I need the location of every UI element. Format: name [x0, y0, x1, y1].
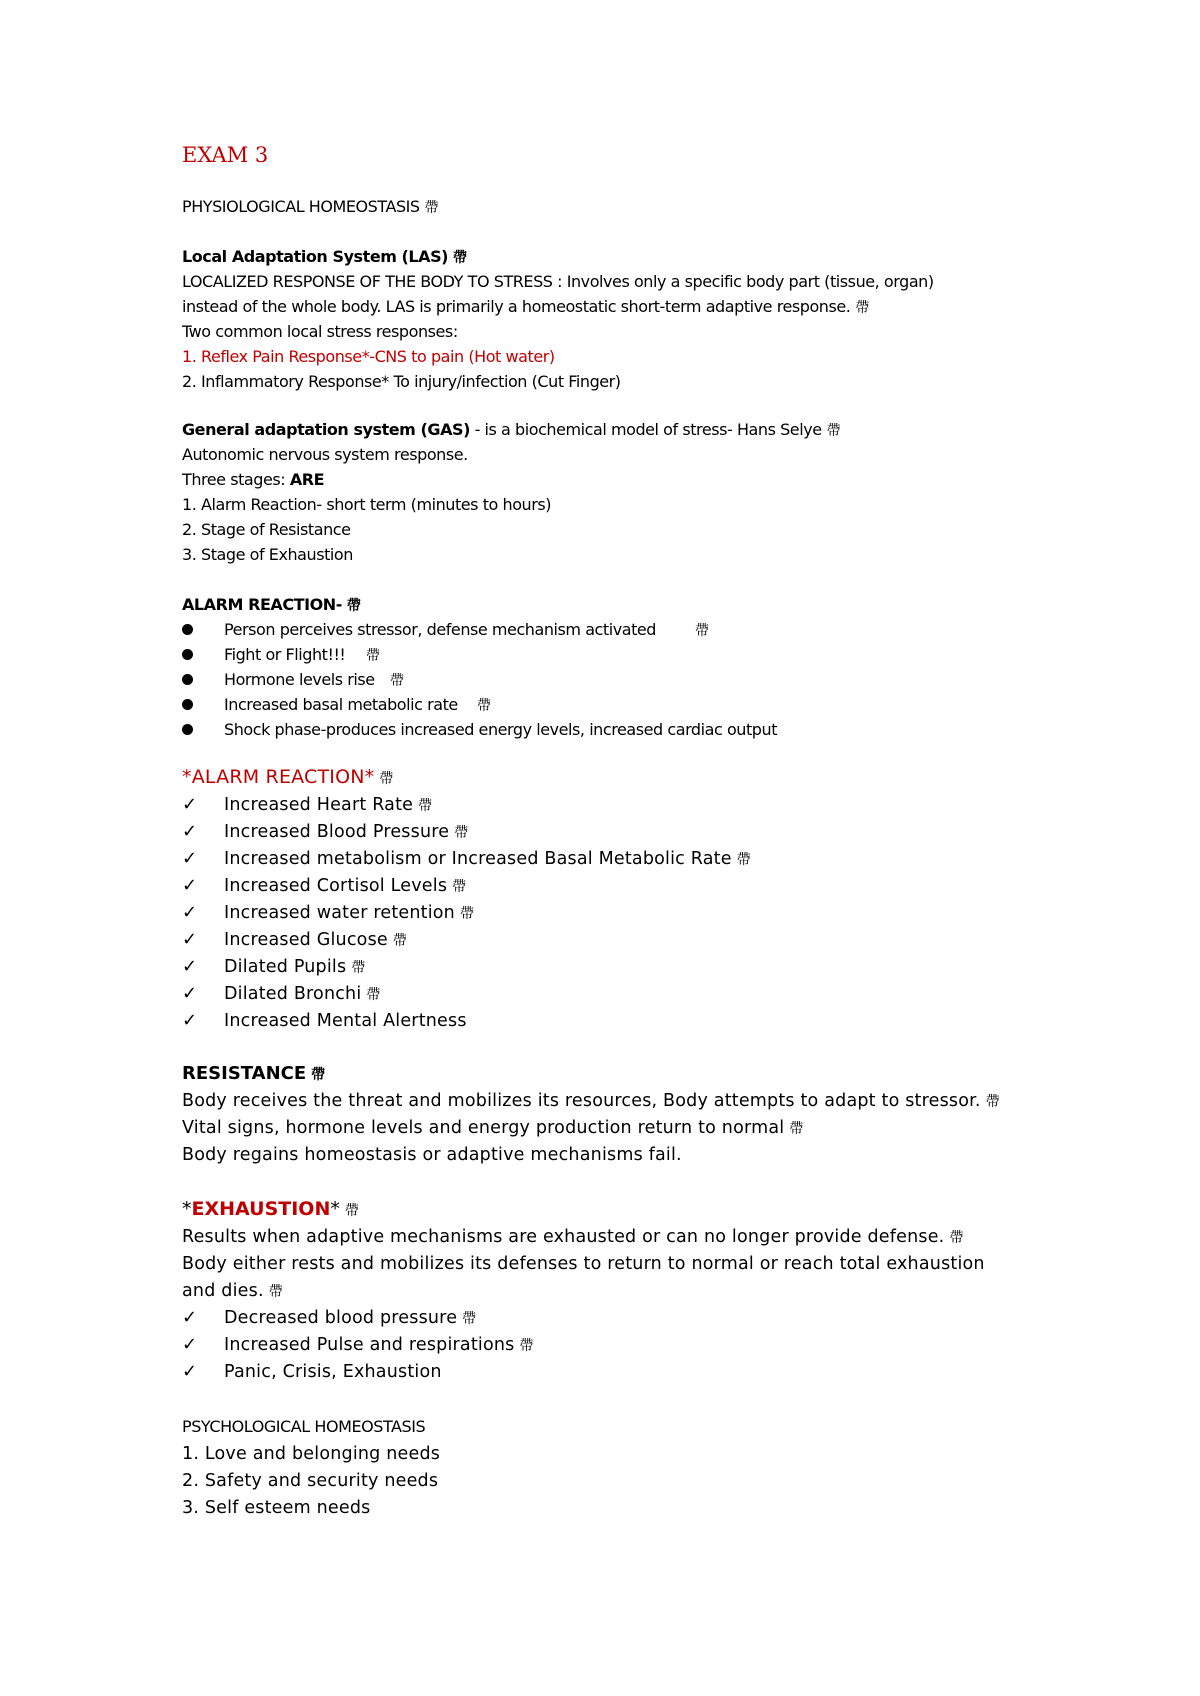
list-item: 3. Self esteem needs — [182, 1498, 371, 1518]
exhaustion-line-2: Body either rests and mobilizes its defenses to return to normal or reach total exhaustion — [182, 1254, 985, 1274]
box-glyph-icon: 帶 — [826, 423, 841, 439]
list-item: 1. Love and belonging needs — [182, 1444, 441, 1464]
box-glyph-icon: 帶 — [418, 798, 433, 814]
check-icon: ✓ — [182, 902, 198, 923]
gas-line-2: Three stages: ARE — [182, 470, 325, 489]
box-glyph-icon: 帶 — [855, 300, 869, 316]
resistance-line-3: Body regains homeostasis or adaptive mechanisms fail. — [182, 1145, 682, 1165]
check-icon: ✓ — [182, 929, 198, 950]
box-glyph-icon: 帶 — [424, 200, 439, 216]
box-glyph-icon: 帶 — [985, 1094, 1000, 1110]
box-glyph-icon: 帶 — [351, 960, 366, 976]
bullet-icon — [182, 724, 193, 735]
exam-title: EXAM 3 — [182, 143, 269, 167]
alarm2-heading: *ALARM REACTION* 帶 — [182, 766, 394, 788]
resistance-heading: RESISTANCE 帶 — [182, 1063, 326, 1084]
exhaustion-line-1: Results when adaptive mechanisms are exhausted or can no longer provide defense. 帶 — [182, 1227, 964, 1247]
box-glyph-icon: 帶 — [366, 987, 381, 1003]
gas-stage-1: 1. Alarm Reaction- short term (minutes to hours) — [182, 495, 552, 514]
box-glyph-icon: 帶 — [379, 771, 394, 787]
las-item-2: 2. Inflammatory Response* To injury/infection (Cut Finger) — [182, 372, 621, 391]
bullet-icon — [182, 699, 193, 710]
check-icon: ✓ — [182, 875, 198, 896]
las-line-1: LOCALIZED RESPONSE OF THE BODY TO STRESS : Involves only a specific body part (tissue, organ) — [182, 272, 934, 291]
check-icon: ✓ — [182, 794, 198, 815]
box-glyph-icon: 帶 — [789, 1121, 804, 1137]
bullet-icon — [182, 624, 193, 635]
gas-line-1: Autonomic nervous system response. — [182, 445, 468, 464]
check-icon: ✓ — [182, 821, 198, 842]
box-glyph-icon: 帶 — [459, 906, 475, 922]
check-icon: ✓ — [182, 1307, 198, 1328]
resistance-line-2: Vital signs, hormone levels and energy production return to normal 帶 — [182, 1118, 804, 1138]
box-glyph-icon: 帶 — [462, 1311, 477, 1327]
las-line-3: Two common local stress responses: — [182, 322, 458, 341]
check-icon: ✓ — [182, 848, 198, 869]
check-icon: ✓ — [182, 1361, 198, 1382]
bullet-icon — [182, 674, 193, 685]
box-glyph-icon: 帶 — [344, 1203, 359, 1219]
box-glyph-icon: 帶 — [453, 250, 467, 266]
physiological-heading: PHYSIOLOGICAL HOMEOSTASIS 帶 — [182, 196, 438, 219]
gas-heading: General adaptation system (GAS) - is a biochemical model of stress- Hans Selye 帶 — [182, 419, 840, 442]
check-icon: ✓ — [182, 1334, 198, 1355]
check-icon: ✓ — [182, 983, 198, 1004]
alarm-heading: ALARM REACTION- 帶 — [182, 594, 360, 617]
box-glyph-icon: 帶 — [390, 673, 404, 689]
box-glyph-icon: 帶 — [366, 648, 380, 664]
box-glyph-icon: 帶 — [695, 623, 709, 639]
exhaustion-line-3: and dies. 帶 — [182, 1281, 283, 1301]
box-glyph-icon: 帶 — [268, 1284, 283, 1300]
las-item-1: 1. Reflex Pain Response*-CNS to pain (Hot water) — [182, 347, 555, 366]
check-icon: ✓ — [182, 956, 198, 977]
box-glyph-icon: 帶 — [736, 852, 751, 868]
box-glyph-icon: 帶 — [311, 1067, 326, 1083]
las-line-2: instead of the whole body. LAS is primarily a homeostatic short-term adaptive response. 帶 — [182, 296, 869, 319]
resistance-line-1: Body receives the threat and mobilizes its resources, Body attempts to adapt to stressor. 帶 — [182, 1091, 1000, 1111]
box-glyph-icon: 帶 — [346, 598, 361, 614]
bullet-icon — [182, 649, 193, 660]
box-glyph-icon: 帶 — [477, 698, 491, 714]
exhaustion-heading: *EXHAUSTION* 帶 — [182, 1198, 359, 1220]
gas-stage-2: 2. Stage of Resistance — [182, 520, 351, 539]
box-glyph-icon: 帶 — [392, 933, 408, 949]
box-glyph-icon: 帶 — [519, 1338, 534, 1354]
check-icon: ✓ — [182, 1010, 198, 1031]
box-glyph-icon: 帶 — [949, 1230, 964, 1246]
las-heading: Local Adaptation System (LAS) 帶 — [182, 246, 467, 269]
psychological-heading: PSYCHOLOGICAL HOMEOSTASIS — [182, 1417, 426, 1436]
box-glyph-icon: 帶 — [454, 825, 469, 841]
list-item: 2. Safety and security needs — [182, 1471, 439, 1491]
gas-stage-3: 3. Stage of Exhaustion — [182, 545, 353, 564]
box-glyph-icon: 帶 — [452, 879, 467, 895]
